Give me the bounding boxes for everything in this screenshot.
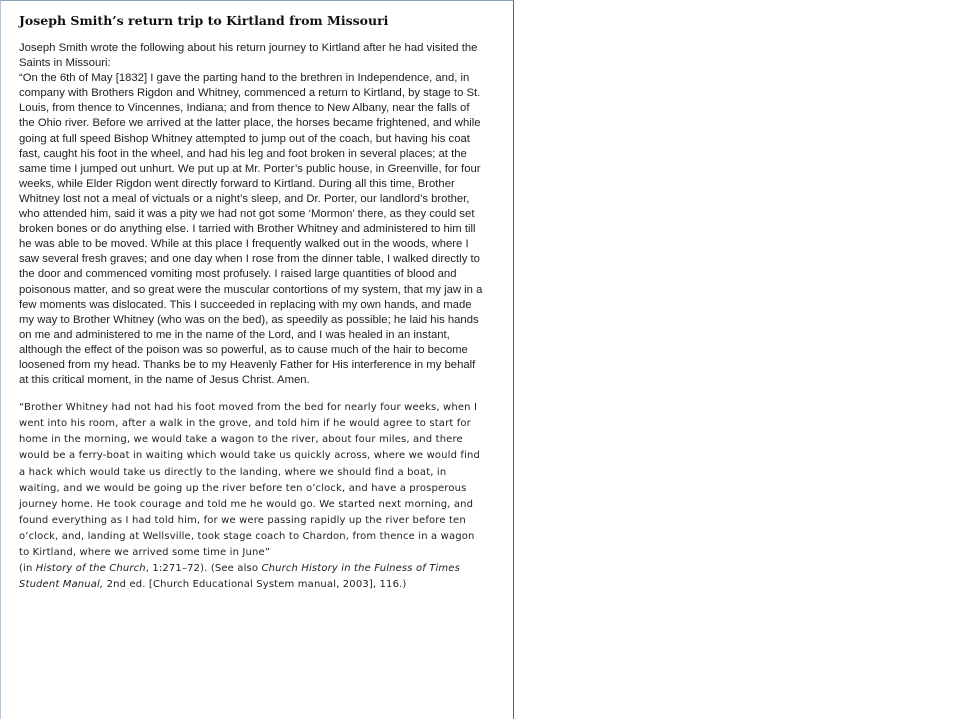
quote-paragraph-1 (19, 41, 485, 388)
citation-source-1: History of the Church (35, 563, 146, 575)
quote-text-1: “On the 6th of May [1832] I gave the parting hand to the brethren in Independence, and, in company with Brothers Rigdon and Whitney, commenced a return to Kirtland, by stage to St. Louis, from thence to Vincennes, Indiana; and from thence to New Albany, near the falls of the Ohio river. Before we arrived at the latter place, the horses became frightened, and while going at full speed Bishop Whitney attempted to jump out of the coach, but having his coat fast, caught his foot in the wheel, and had his leg and foot broken in several places; at the same time I jumped out unhurt. We put up at Mr. Porter’s public house, in Greenville, for four weeks, while Elder Rigdon went directly forward to Kirtland. During all this time, Brother Whitney lost not a meal of victuals or a night’s sleep, and Dr. Porter, our landlord’s brother, who attended him, said it was a pity we had not got some ‘Mormon’ there, as they could set broken bones or do anything else. I tarried with Brother Whitney and administered to him till he was able to be moved. While at this place I frequently walked out in the woods, where I saw several fresh graves; and one day when I rose from the dinner table, I walked directly to the door and commenced vomiting most profusely. I raised large quantities of blood and poisonous matter, and so great were the muscular contortions of my system, that my jaw in a few moments was dislocated. This I succeeded in replacing with my own hands, and made my way to Brother Whitney (who was on the bed), as speedily as possible; he laid his hands on me and administered to me in the name of the Lord, and I was healed in an instant, although the effect of the poison was so powerful, as to cause much of the hair to become loosened from my head. Thanks be to my Heavenly Father for His interference in my behalf at this critical moment, in the name of Jesus Christ. Amen. (19, 72, 483, 387)
citation-prefix: (in (19, 563, 36, 575)
citation-source-2: Church History in the Fulness of Times Student Manual, (19, 563, 460, 591)
document-title: Joseph Smith’s return trip to Kirtland from Missouri (19, 13, 389, 28)
citation (19, 563, 460, 590)
quote-text-2: “Brother Whitney had not had his foot moved from the bed for nearly four weeks, when I went into his room, after a walk in the grove, and told him if he would agree to start for home in the morning, we would take a wagon to the river, about four miles, and there would be a ferry-boat in waiting which would take us quickly across, where we would find a hack which would take us directly to the landing, where we should find a boat, in waiting, and we would be going up the river before ten o’clock, and have a prosperous journey home. He took courage and told me he would go. We started next morning, and found everything as I had told him, for we were passing rapidly up the river before ten o’clock, and, landing at Wellsville, took stage coach to Chardon, from thence in a wagon to Kirtland, where we arrived some time in June” (19, 402, 480, 558)
intro-text: Joseph Smith wrote the following about his return journey to Kirtland after he had visited the Saints in Missouri: (19, 42, 478, 70)
quote-paragraph-2 (19, 400, 485, 593)
citation-suffix: 2nd ed. [Church Educational System manual, 2003], 116.) (103, 579, 407, 591)
document-content (19, 13, 485, 593)
citation-middle: , 1:271–72). (See also (145, 563, 262, 575)
